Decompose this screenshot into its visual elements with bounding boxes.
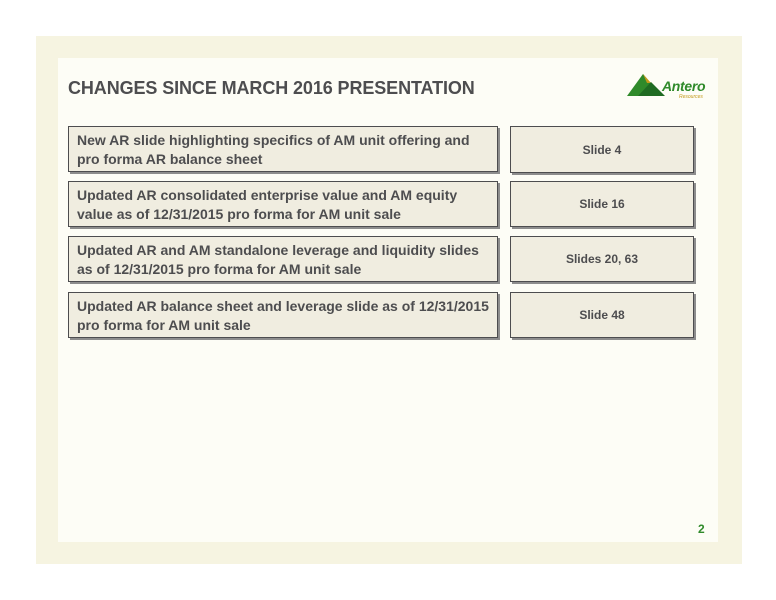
slide-title: CHANGES SINCE MARCH 2016 PRESENTATION (68, 78, 475, 98)
change-description-3: Updated AR and AM standalone leverage and liquidity slides as of 12/31/2015 pro forma for AM unit sale (68, 236, 498, 282)
logo-subtitle: Resources (679, 94, 703, 100)
slide-reference-3: Slides 20, 63 (510, 236, 694, 282)
slide-reference-2: Slide 16 (510, 181, 694, 227)
page-number: 2 (698, 522, 705, 536)
change-description-2: Updated AR consolidated enterprise value and AM equity value as of 12/31/2015 pro forma for AM unit sale (68, 181, 498, 227)
change-description-4: Updated AR balance sheet and leverage slide as of 12/31/2015 pro forma for AM unit sale (68, 292, 498, 338)
company-logo (627, 70, 713, 102)
logo-wordmark: Antero (662, 78, 706, 94)
change-description-1: New AR slide highlighting specifics of AM unit offering and pro forma AR balance sheet (68, 126, 498, 172)
mountain-logo-icon (627, 70, 667, 100)
slide-reference-1: Slide 4 (510, 126, 694, 173)
slide-reference-4: Slide 48 (510, 292, 694, 338)
